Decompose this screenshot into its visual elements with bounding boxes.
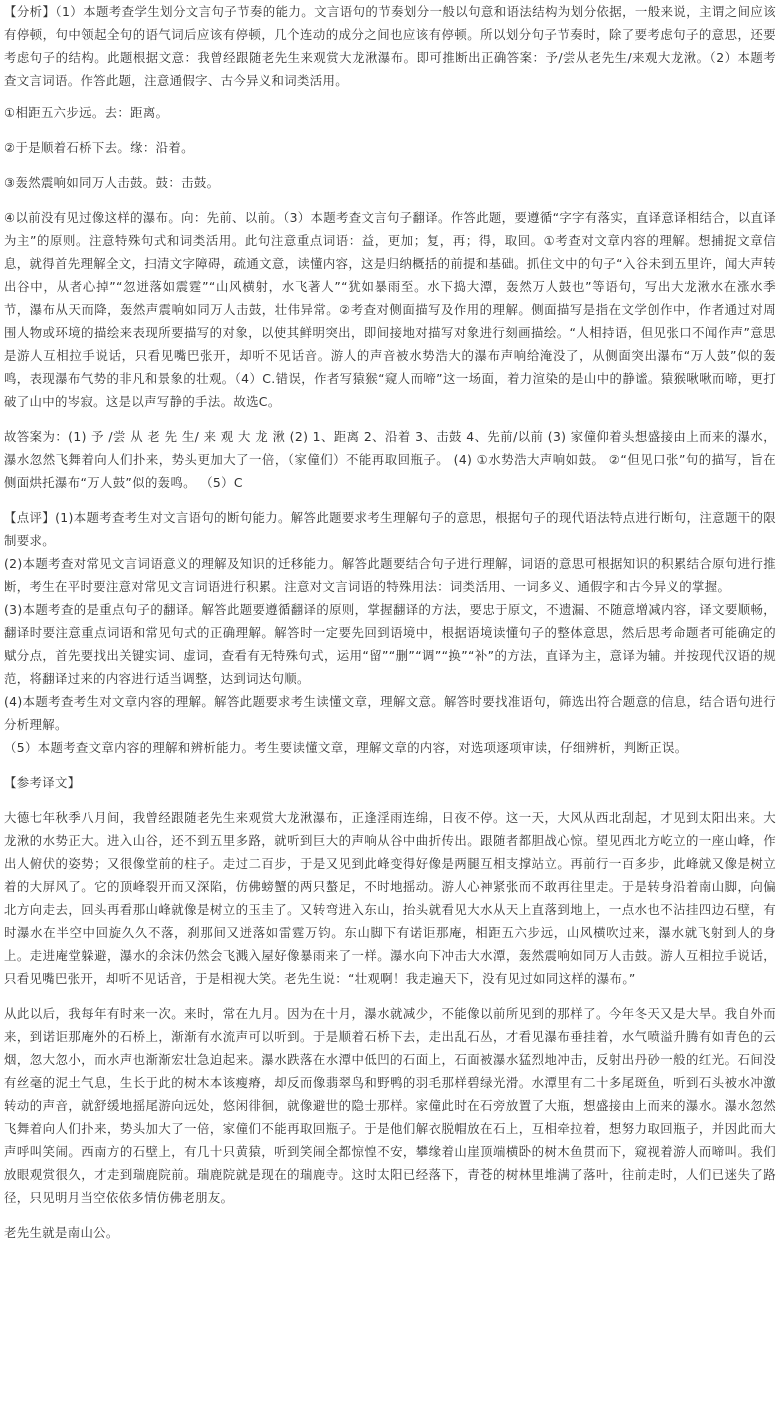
translation-paragraph-3: 老先生就是南山公。 <box>4 1225 119 1240</box>
analysis-item-1: ①相距五六步远。去：距离。 <box>4 105 169 120</box>
comment-item-5: （5）本题考查文章内容的理解和辨析能力。考生要读懂文章，理解文章的内容，对选项逐项审读，仔细辨析，判断正误。 <box>4 740 688 755</box>
analysis-item-3: ③轰然震响如同万人击鼓。鼓：击鼓。 <box>4 175 220 190</box>
comment-item-2: (2)本题考查对常见文言词语意义的理解及知识的迁移能力。解答此题要结合句子进行理解，词语的意思可根据知识的积累结合原句进行推断，考生在平时要注意对常见文言词语进行积累。注意对文言词语的特殊用法：词类活用、一词多义、通假字和古今异义的掌握。 <box>4 556 776 594</box>
translation-heading: 【参考译文】 <box>4 775 81 790</box>
comment-intro: 【点评】(1)本题考查考生对文言语句的断句能力。解答此题要求考生理解句子的意思，根据句子的现代语法特点进行断句，注意题干的限制要求。 <box>4 510 776 548</box>
answer-summary: 故答案为：(1) 予 /尝 从 老 先 生/ 来 观 大 龙 湫 (2) 1、距离 2、沿着 3、击鼓 4、先前/以前 (3) 家僮仰着头想盛接由上而来的瀑水，瀑水忽然飞舞着向人们扑来，势头更加大了一倍，（家僮们）不能再取回瓶子。 (4) ①水势浩大声响如鼓。 ②“但见口张”句的描写，旨在侧面烘托瀑布“万人鼓”似的轰鸣。 （5）C <box>4 429 776 490</box>
analysis-item-4: ④以前没有见过像这样的瀑布。向：先前、以前。（3）本题考查文言句子翻译。作答此题，要遵循“字字有落实，直译意译相结合，以直译为主”的原则。注意特殊句式和词类活用。此句注意重点词语：益，更加；复，再；得，取回。①考查对文章内容的理解。想捕捉文章信息，就得首先理解全文，扫清文字障碍，疏通文意，读懂内容，这是归纳概括的前提和基础。抓住文中的句子“入谷未到五里许，闻大声转出谷中，从者心掉”“忽迸落如震霆”“山风横射，水飞著人”“犹如暴雨至。水下捣大潭，轰然万人鼓也”等语句，写出大龙湫水在涨水季节，瀑布从天而降，轰然声震响如同万人击鼓，壮伟异常。②考查对侧面描写及作用的理解。侧面描写是指在文学创作中，作者通过对周围人物或环境的描绘来表现所要描写的对象，以使其鲜明突出，即间接地对描写对象进行刻画描绘。“人相持语，但见张口不闻作声”意思是游人互相拉手说话，只看见嘴巴张开，却听不见话音。游人的声音被水势浩大的瀑布声响给淹没了，从侧面突出瀑布“万人鼓”似的轰鸣，表现瀑布气势的非凡和景象的壮观。（4）C.错误，作者写猿猴“窥人而啼”这一场面，着力渲染的是山中的静谧。猿猴啾啾而啼，更打破了山中的岑寂。这是以声写静的手法。故选C。 <box>4 210 776 409</box>
comment-item-3: (3)本题考查的是重点句子的翻译。解答此题要遵循翻译的原则，掌握翻译的方法，要忠于原文，不遗漏、不随意增减内容，译文要顺畅，翻译时要注意重点词语和常见句式的正确理解。解答时一定要先回到语境中，根据语境读懂句子的整体意思，然后思考命题者可能确定的赋分点，首先要找出关键实词、虚词，查看有无特殊句式，运用“留”“删”“调”“换”“补”的方法，直译为主，意译为辅。并按现代汉语的规范，将翻译过来的内容进行适当调整，达到词达句顺。 <box>4 602 776 686</box>
comment-item-4: (4)本题考查考生对文章内容的理解。解答此题要求考生读懂文章，理解文意。解答时要找准语句，筛选出符合题意的信息，结合语句进行分析理解。 <box>4 694 776 732</box>
analysis-item-2: ②于是顺着石桥下去。缘：沿着。 <box>4 140 194 155</box>
analysis-intro: 【分析】（1）本题考查学生划分文言句子节奏的能力。文言语句的节奏划分一般以句意和语法结构为划分依据，一般来说，主谓之间应该有停顿，句中领起全句的语气词后应该有停顿，几个连动的成分之间也应该有停顿。所以划分句子节奏时，除了要考虑句子的意思，还要考虑句子的结构。此题根据文意：我曾经跟随老先生来观赏大龙湫瀑布。即可推断出正确答案：予/尝从老先生/来观大龙湫。（2）本题考查文言词语。作答此题，注意通假字、古今异义和词类活用。 <box>4 4 776 88</box>
translation-paragraph-2: 从此以后，我每年有时来一次。来时，常在九月。因为在十月，瀑水就减少，不能像以前所见到的那样了。今年冬天又是大旱。我自外而来，到诺讵那庵外的石桥上，渐渐有水流声可以听到。于是顺着石桥下去，走出乱石丛，才看见瀑布垂挂着，水气喷溢升腾有如青色的云烟，忽大忽小，而水声也渐渐宏壮急迫起来。瀑水跌落在水潭中低凹的石面上，石面被瀑水猛烈地冲击，反射出丹砂一般的红光。石间没有丝毫的泥土气息，生长于此的树木本该瘦瘠，却反而像翡翠鸟和野鸭的羽毛那样碧绿光滑。水潭里有二十多尾斑鱼，听到石头被水冲激转动的声音，就舒缓地摇尾游向远处，悠闲徘徊，就像避世的隐士那样。家僮此时在石旁放置了大瓶，想盛接由上而来的瀑水。瀑水忽然飞舞着向人们扑来，势头加大了一倍，家僮们不能再取回瓶子。于是他们解衣脱帽放在石上，互相牵拉着，想努力取回瓶子，并因此而大声呼叫笑闹。西南方的石壁上，有几十只黄猿，听到笑闹全都惊惶不安，攀缘着山崖顶端横卧的树木鱼贯而下，窥视着游人而啼叫。我们放眼观赏很久，才走到瑞鹿院前。瑞鹿院就是现在的瑞鹿寺。这时太阳已经落下，青苍的树林里堆满了落叶，往前走时，人们已迷失了路径，只见明月当空依依多情仿佛老朋友。 <box>4 1006 776 1205</box>
translation-paragraph-1: 大德七年秋季八月间，我曾经跟随老先生来观赏大龙湫瀑布，正逢淫雨连绵，日夜不停。这一天，大风从西北刮起，才见到太阳出来。大龙湫的水势正大。进入山谷，还不到五里多路，就听到巨大的声响从谷中曲折传出。跟随者都胆战心惊。望见西北方屹立的一座山峰，作出人俯伏的姿势；又很像堂前的柱子。走过二百步，于是又见到此峰变得好像是两腿互相支撑站立。再前行一百多步，此峰就又像是树立着的大屏风了。它的顶峰裂开而又深陷，仿佛螃蟹的两只螯足，不时地摇动。游人心神紧张而不敢再往里走。于是转身沿着南山脚，向偏北方向走去，回头再看那山峰就像是树立的玉圭了。又转弯进入东山，抬头就看见大水从天上直落到地上，一点水也不沾挂四边石壁，有时瀑水在半空中回旋久久不落，刹那间又迸落如雷霆万钧。东山脚下有诺讵那庵，相距五六步远，山风横吹过来，瀑水就飞射到人的身上。走进庵堂躲避，瀑水的余沫仍然会飞溅入屋好像暴雨来了一样。瀑水向下冲击大水潭，轰然震响如同万人击鼓。游人互相拉手说话，只看见嘴巴张开，却听不见话音，于是相视大笑。老先生说：“壮观啊！我走遍天下，没有见过如同这样的瀑布。” <box>4 810 776 986</box>
